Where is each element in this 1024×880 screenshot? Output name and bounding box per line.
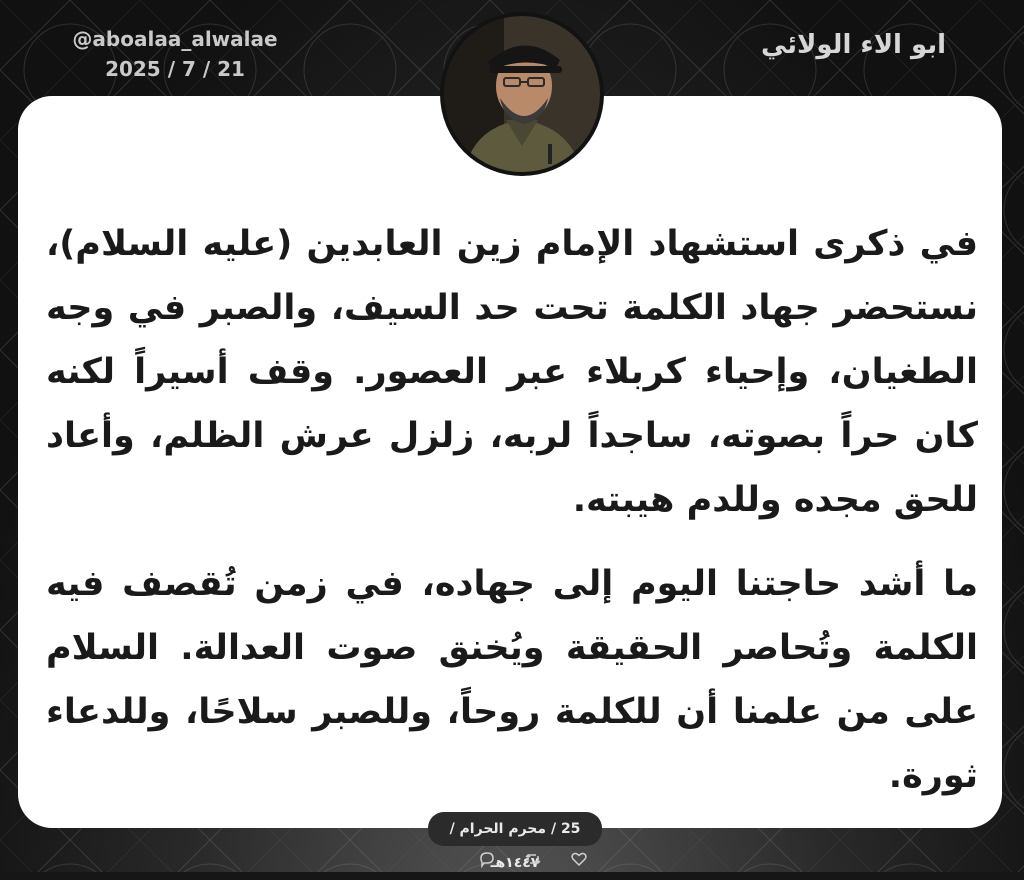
post-date: 2025 / 7 / 21 [105, 57, 245, 81]
avatar-photo [444, 16, 600, 172]
post-actions [478, 850, 588, 868]
hijri-date-badge: 25 / محرم الحرام / ١٤٤٧هـ [428, 812, 602, 846]
post-body [46, 212, 978, 828]
heart-icon[interactable] [570, 850, 588, 868]
post-paragraph: ما أشد حاجتنا اليوم إلى جهاده، في زمن تُقصف فيه الكلمة وتُحاصر الحقيقة ويُخنق صوت العدالة. السلام على من علمنا أن للكلمة روحاً، وللصبر سلاحًا، وللدعاء ثورة. [46, 564, 978, 796]
author-handle-block [70, 24, 280, 84]
reply-icon[interactable] [478, 850, 496, 868]
author-handle[interactable]: @aboalaa_alwalae [72, 27, 278, 51]
avatar[interactable] [440, 12, 604, 176]
retweet-icon[interactable] [524, 850, 542, 868]
author-name: ابو الاء الولائي [760, 30, 946, 60]
post-paragraph: في ذكرى استشهاد الإمام زين العابدين (عليه السلام)، نستحضر جهاد الكلمة تحت حد السيف، والصبر في وجه الطغيان، وإحياء كربلاء عبر العصور. وقف أسيراً لكنه كان حراً بصوته، ساجداً لربه، زلزل عرش الظلم، وأعاد للحق مجده وللدم هيبته. [46, 224, 978, 520]
